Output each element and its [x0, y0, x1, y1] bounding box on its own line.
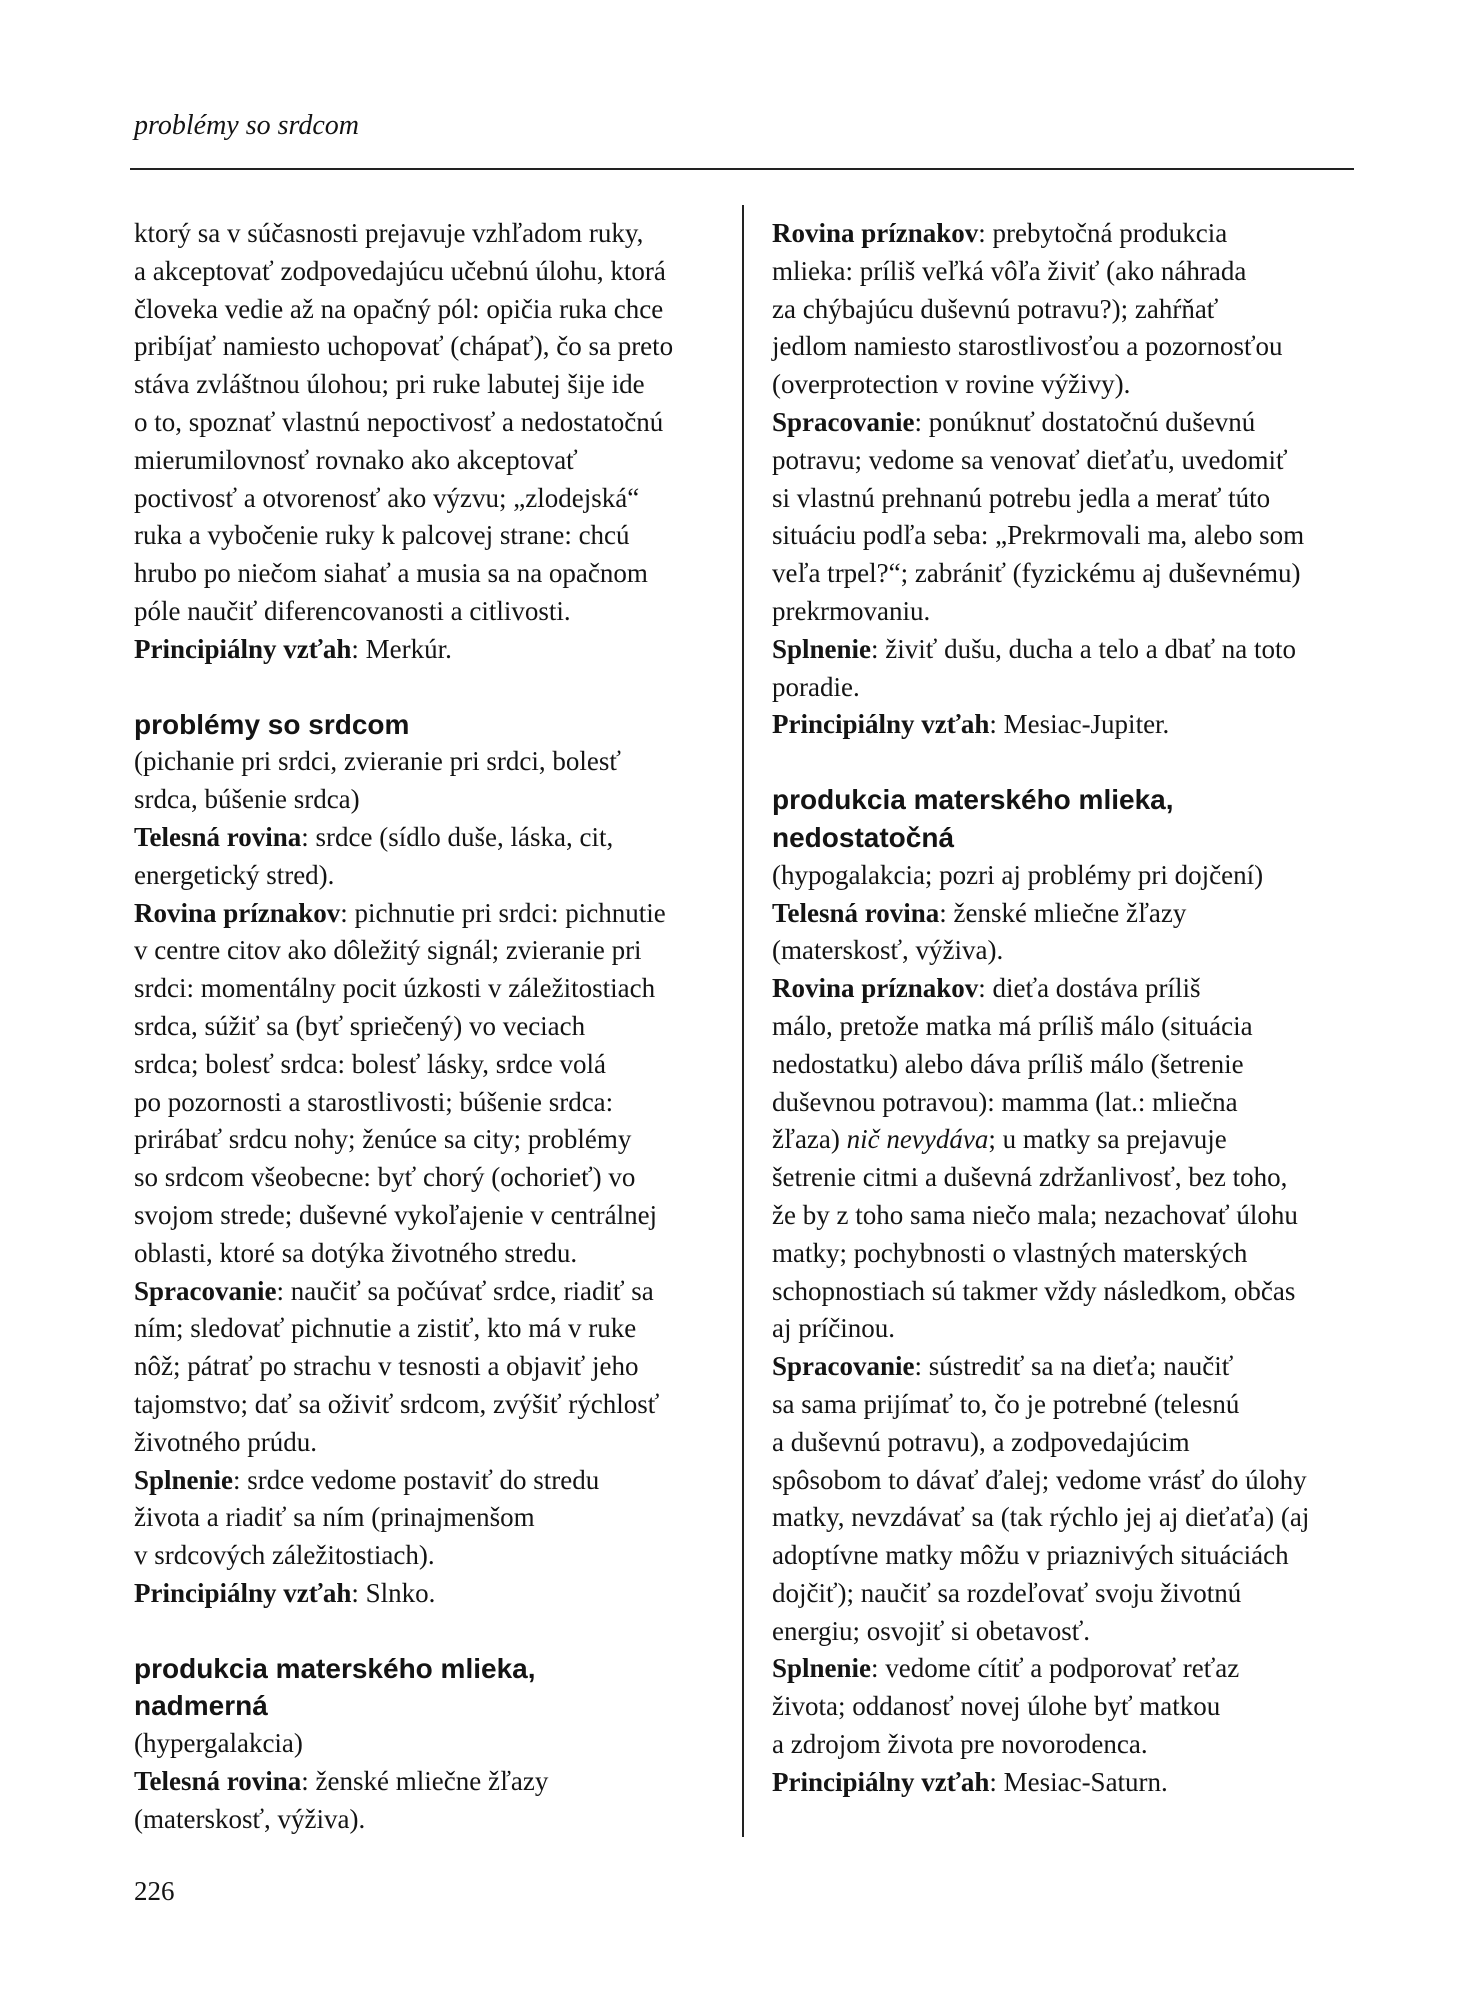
text-line: [134, 895, 734, 933]
field-text: : pichnutie pri srdci: pichnutie: [340, 897, 666, 928]
field-label: Spracovanie: [772, 406, 915, 437]
text-line: [772, 1121, 1372, 1159]
text-line: sa sama prijímať to, čo je potrebné (telesnú: [772, 1388, 1240, 1419]
text-line: [772, 1650, 1372, 1688]
field-label: Rovina príznakov: [772, 973, 979, 1004]
text-line: životného prúdu.: [134, 1426, 317, 1457]
text-line: srdca; bolesť srdca: bolesť lásky, srdce volá: [134, 1048, 606, 1079]
text-line: [134, 1763, 734, 1801]
text-line: v srdcových záležitostiach).: [134, 1540, 435, 1571]
text-line: jedlom namiesto starostlivosťou a pozornosťou: [772, 331, 1283, 362]
field-label: Principiálny vzťah: [134, 1577, 352, 1608]
field-text: : Mesiac-Jupiter.: [989, 709, 1170, 740]
text-line: potravu; vedome sa venovať dieťaťu, uvedomiť: [772, 444, 1288, 475]
text-line: a zdrojom života pre novorodenca.: [772, 1729, 1148, 1760]
entry-paragraph: [134, 215, 734, 669]
text-line: pribíjať namiesto uchopovať (chápať), čo sa preto: [134, 331, 674, 362]
text-line: adoptívne matky môžu v priaznivých situáciách: [772, 1540, 1289, 1571]
field-text: : živiť dušu, ducha a telo a dbať na toto: [871, 633, 1297, 664]
field-text: : Slnko.: [351, 1577, 436, 1608]
text-line: [772, 1348, 1372, 1386]
text-line: srdca, búšenie srdca): [134, 784, 360, 815]
text-line: v centre citov ako dôležitý signál; zvieranie pri: [134, 935, 642, 966]
field-label: Principiálny vzťah: [772, 1766, 990, 1797]
text-line: situáciu podľa seba: „Prekrmovali ma, alebo som: [772, 520, 1305, 551]
text-line: života a riadiť sa ním (prinajmenšom: [134, 1502, 535, 1533]
text-line: [134, 1575, 734, 1613]
field-label: Spracovanie: [134, 1275, 277, 1306]
text-line: mlieka: príliš veľká vôľa živiť (ako náhrada: [772, 255, 1247, 286]
text-line: hrubo po niečom siahať a musia sa na opačnom: [134, 558, 648, 589]
field-text: : ženské mliečne žľazy: [939, 897, 1187, 928]
right-column: [772, 215, 1372, 1802]
field-text: : prebytočná produkcia: [978, 218, 1228, 248]
field-label: Rovina príznakov: [772, 218, 979, 248]
text-line: nôž; pátrať po strachu v tesnosti a objaviť jeho: [134, 1351, 639, 1382]
text-line: [134, 1462, 734, 1500]
text-line: života; oddanosť novej úlohe byť matkou: [772, 1691, 1221, 1722]
entry-paragraph: [772, 857, 1372, 1802]
text-line: [772, 215, 1372, 253]
text-line: ruka a vybočenie ruky k palcovej strane: chcú: [134, 520, 630, 551]
text-line: póle naučiť diferencovanosti a citlivosti.: [134, 595, 571, 626]
column-divider: [742, 205, 744, 1837]
field-text: : naučiť sa počúvať srdce, riadiť sa: [276, 1275, 654, 1306]
text-line: srdci: momentálny pocit úzkosti v záležitostiach: [134, 973, 656, 1004]
text-line: nedostatku) alebo dáva príliš málo (šetrenie: [772, 1048, 1244, 1079]
field-label: Spracovanie: [772, 1351, 915, 1382]
text-line: (overprotection v rovine výživy).: [772, 369, 1131, 400]
text-line: aj príčinou.: [772, 1313, 895, 1344]
text-line: ktorý sa v súčasnosti prejavuje vzhľadom ruky,: [134, 218, 644, 248]
text-line: energiu; osvojiť si obetavosť.: [772, 1615, 1091, 1646]
field-label: Principiálny vzťah: [772, 709, 990, 740]
text-line: a akceptovať zodpovedajúcu učebnú úlohu, ktorá: [134, 255, 666, 286]
text-line: [772, 631, 1372, 669]
field-text: : Merkúr.: [351, 633, 452, 664]
text-line: oblasti, ktoré sa dotýka životného stredu.: [134, 1237, 578, 1268]
text-line: si vlastnú prehnanú potrebu jedla a merať túto: [772, 482, 1271, 513]
text-line: šetrenie citmi a duševná zdržanlivosť, bez toho,: [772, 1162, 1288, 1193]
text-line: poradie.: [772, 671, 860, 702]
field-label: Rovina príznakov: [134, 897, 341, 928]
entry-paragraph: [134, 1725, 734, 1838]
field-text: : dieťa dostáva príliš: [978, 973, 1201, 1004]
field-label: Splnenie: [134, 1464, 234, 1495]
text-line: stáva zvláštnou úlohou; pri ruke labutej šije ide: [134, 369, 645, 400]
text-line: spôsobom to dávať ďalej; vedome vrásť do úlohy: [772, 1464, 1307, 1495]
field-text: : srdce vedome postaviť do stredu: [233, 1464, 600, 1495]
text-line: mierumilovnosť rovnako ako akceptovať: [134, 444, 578, 475]
text-line: schopnostiach sú takmer vždy následkom, občas: [772, 1275, 1296, 1306]
text-line: so srdcom všeobecne: byť chorý (ochorieť) vo: [134, 1162, 636, 1193]
text-line: málo, pretože matka má príliš málo (situácia: [772, 1010, 1253, 1041]
text-line: [772, 895, 1372, 933]
text-line: duševnou potravou): mamma (lat.: mliečna: [772, 1086, 1238, 1117]
running-head: problémy so srdcom: [134, 110, 360, 141]
field-label: Telesná rovina: [134, 821, 302, 852]
field-label: Splnenie: [772, 1653, 872, 1684]
text-line: po pozornosti a starostlivosti; búšenie srdca:: [134, 1086, 614, 1117]
field-text: : ženské mliečne žľazy: [301, 1766, 549, 1797]
field-label: Telesná rovina: [772, 897, 940, 928]
text-line: o to, spoznať vlastnú nepoctivosť a nedostatočnú: [134, 406, 664, 437]
header-rule: [130, 168, 1354, 170]
field-text: ; u matky sa prejavuje: [988, 1124, 1227, 1155]
field-text: : Mesiac-Saturn.: [989, 1766, 1168, 1797]
text-line: svojom strede; duševné vykoľajenie v centrálnej: [134, 1199, 658, 1230]
entry-heading: [772, 781, 1372, 857]
text-line: [772, 706, 1372, 744]
text-line: energetický stred).: [134, 859, 335, 890]
text-line: veľa trpel?“; zabrániť (fyzickému aj duševnému): [772, 558, 1301, 589]
text-line: a duševnú potravu), a zodpovedajúcim: [772, 1426, 1190, 1457]
entry-heading: [134, 706, 734, 744]
text-line: (pichanie pri srdci, zvieranie pri srdci, bolesť: [134, 746, 621, 777]
field-label: Principiálny vzťah: [134, 633, 352, 664]
page-number: 226: [134, 1876, 175, 1906]
entry-heading: [134, 1650, 734, 1726]
entry-paragraph: [134, 743, 734, 1612]
field-text: : vedome cítiť a podporovať reťaz: [871, 1653, 1240, 1684]
text-line: [134, 819, 734, 857]
field-text: : sústrediť sa na dieťa; naučiť: [914, 1351, 1234, 1382]
text-line: [772, 1764, 1372, 1802]
field-text: : ponúknuť dostatočnú duševnú: [914, 406, 1256, 437]
text-line: že by z toho sama niečo mala; nezachovať úlohu: [772, 1199, 1298, 1230]
text-line: [772, 970, 1372, 1008]
text-line: [772, 404, 1372, 442]
text-line: matky; pochybnosti o vlastných materských: [772, 1237, 1248, 1268]
text-line: nadmerná: [134, 1690, 268, 1722]
text-line: poctivosť a otvorenosť ako výzvu; „zlodejská“: [134, 482, 640, 513]
emphasis-text: nič nevydáva: [846, 1124, 989, 1155]
text-line: prekrmovaniu.: [772, 595, 931, 626]
text-line: srdca, súžiť sa (byť spriečený) vo veciach: [134, 1010, 586, 1041]
text-line: [134, 1273, 734, 1311]
text-line: produkcia materského mlieka,: [772, 784, 1174, 816]
field-text: žľaza): [772, 1124, 847, 1155]
text-line: tajomstvo; dať sa oživiť srdcom, zvýšiť rýchlosť: [134, 1388, 660, 1419]
text-line: [134, 631, 734, 669]
entry-paragraph: [772, 215, 1372, 744]
text-line: ním; sledovať pichnutie a zistiť, kto má v ruke: [134, 1313, 637, 1344]
text-line: (hypogalakcia; pozri aj problémy pri dojčení): [772, 859, 1264, 890]
text-line: (materskosť, výživa).: [772, 935, 1004, 966]
field-label: Telesná rovina: [134, 1766, 302, 1797]
text-line: prirábať srdcu nohy; ženúce sa city; problémy: [134, 1124, 632, 1155]
text-line: matky, nevzdávať sa (tak rýchlo jej aj dieťaťa) (aj: [772, 1502, 1310, 1533]
text-line: (materskosť, výživa).: [134, 1803, 366, 1834]
text-line: dojčiť); naučiť sa rozdeľovať svoju životnú: [772, 1577, 1242, 1608]
text-line: produkcia materského mlieka,: [134, 1652, 536, 1684]
field-label: Splnenie: [772, 633, 872, 664]
text-line: za chýbajúcu duševnú potravu?); zahŕňať: [772, 293, 1219, 324]
field-text: : srdce (sídlo duše, láska, cit,: [301, 821, 614, 852]
text-line: (hypergalakcia): [134, 1728, 303, 1759]
text-line: človeka vedie až na opačný pól: opičia ruka chce: [134, 293, 664, 324]
left-column: [134, 215, 734, 1839]
text-line: problémy so srdcom: [134, 708, 410, 740]
text-line: nedostatočná: [772, 821, 955, 853]
